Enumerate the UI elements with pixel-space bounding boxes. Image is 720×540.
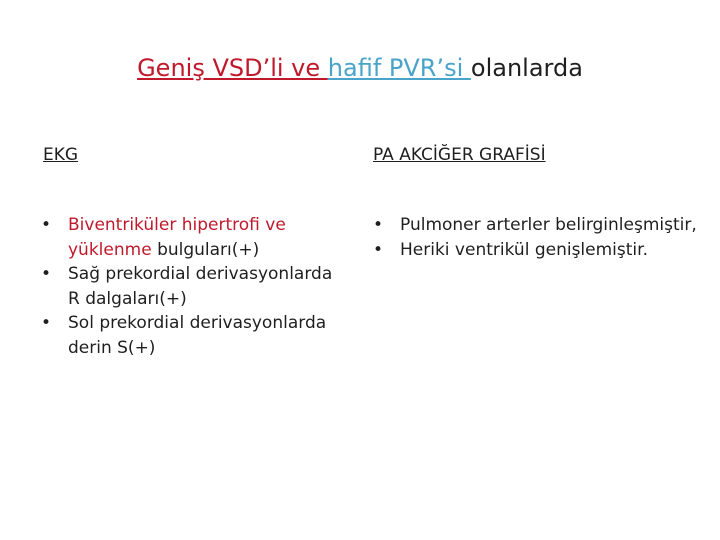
list-item-text: Pulmoner arterler belirginleşmiştir, xyxy=(400,215,697,235)
bullet-icon: • xyxy=(373,239,384,260)
slide-title xyxy=(0,52,720,84)
ekg-heading: EKG xyxy=(43,145,79,165)
list-item xyxy=(41,262,341,311)
list-item-text: Sağ prekordial derivasyonlarda R dalgaları(+) xyxy=(68,264,333,309)
bullet-icon: • xyxy=(41,264,52,284)
bullet-icon: • xyxy=(41,215,52,235)
bullet-icon: • xyxy=(41,313,52,333)
list-item xyxy=(373,238,703,263)
list-item xyxy=(373,213,703,238)
list-item-highlight: Biventriküler hipertrofi ve yüklenme xyxy=(68,215,286,260)
pa-akciger-heading: PA AKCİĞER GRAFİSİ xyxy=(373,145,546,165)
list-item-text: Sol prekordial derivasyonlarda derin S(+) xyxy=(68,313,327,358)
list-item xyxy=(41,311,341,360)
list-item-text: bulguları(+) xyxy=(157,239,260,260)
title-part-plain: olanlarda xyxy=(470,54,583,82)
ekg-bullet-list xyxy=(41,213,341,360)
pa-akciger-bullet-list xyxy=(373,213,703,262)
list-item xyxy=(41,213,341,262)
bullet-icon: • xyxy=(373,215,384,235)
title-part-red: Geniş VSD’li ve xyxy=(137,54,328,82)
list-item-text: Heriki ventrikül genişlemiştir. xyxy=(400,239,648,260)
title-part-blue: hafif PVR’si xyxy=(327,54,471,82)
